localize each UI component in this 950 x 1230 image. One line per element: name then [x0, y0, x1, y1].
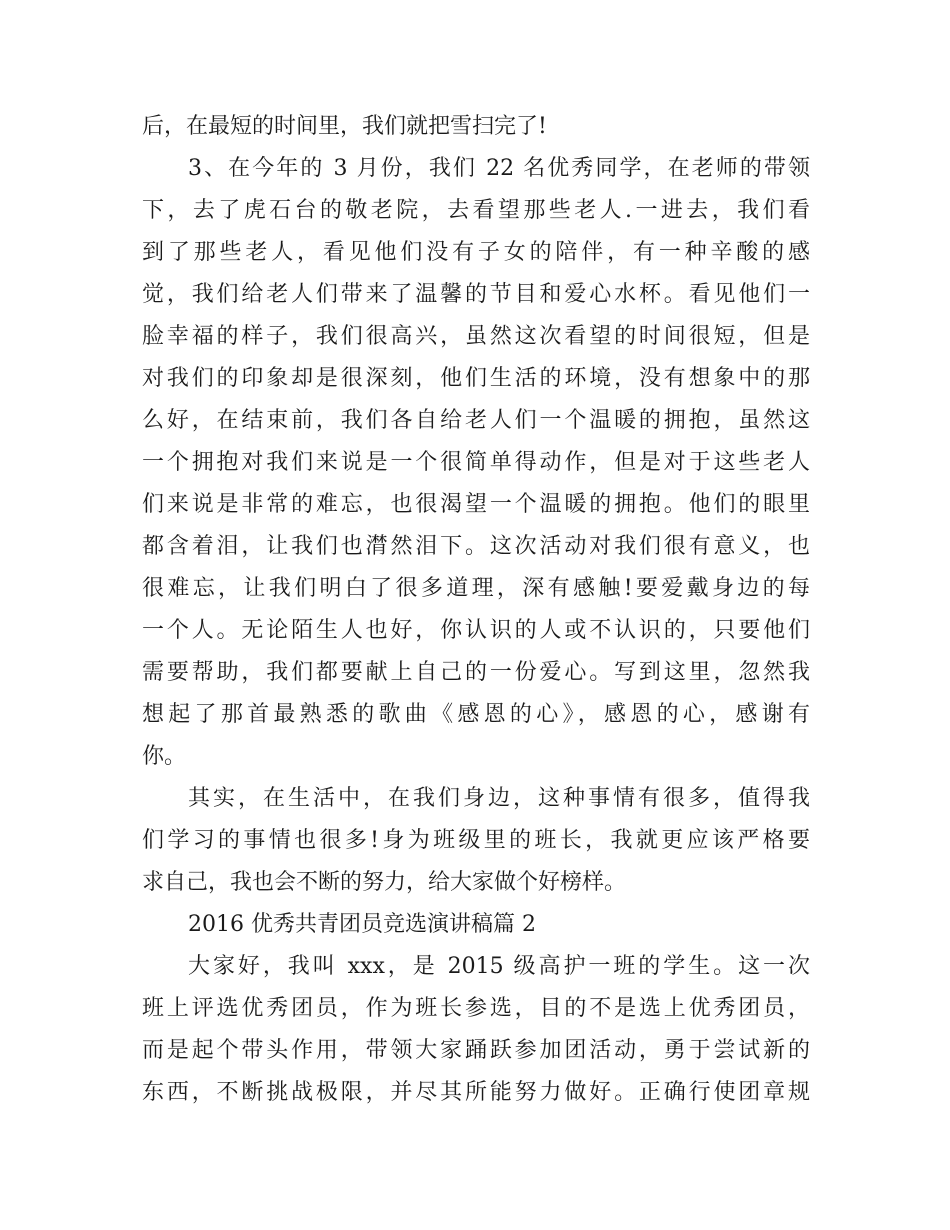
- text-line: 想起了那首最熟悉的歌曲《感恩的心》，感恩的心，感谢有: [142, 702, 810, 727]
- section-heading: 2016 优秀共青团员竞选演讲稿篇 2: [188, 912, 536, 937]
- text-line: 其实，在生活中，在我们身边，这种事情有很多，值得我: [188, 786, 810, 811]
- text-line: 而是起个带头作用，带领大家踊跃参加团活动，勇于尝试新的: [142, 1038, 810, 1063]
- text-line: 3、在今年的 3 月份，我们 22 名优秀同学，在老师的带领: [188, 156, 810, 181]
- text-line: 需要帮助，我们都要献上自己的一份爱心。写到这里，忽然我: [142, 660, 810, 685]
- document-body: [142, 106, 810, 1114]
- text-line: 下，去了虎石台的敬老院，去看望那些老人.一进去，我们看: [142, 198, 810, 223]
- text-line: 你。: [142, 744, 187, 769]
- text-line: 一个拥抱对我们来说是一个很简单得动作，但是对于这些老人: [142, 450, 810, 475]
- text-line: 觉，我们给老人们带来了温馨的节目和爱心水杯。看见他们一: [142, 282, 810, 307]
- text-line: 对我们的印象却是很深刻，他们生活的环境，没有想象中的那: [142, 366, 810, 391]
- text-line: 们来说是非常的难忘，也很渴望一个温暖的拥抱。他们的眼里: [142, 492, 810, 517]
- text-line: 们学习的事情也很多!身为班级里的班长，我就更应该严格要: [142, 828, 810, 853]
- text-line: 都含着泪，让我们也潸然泪下。这次活动对我们很有意义，也: [142, 534, 810, 559]
- text-line: 后，在最短的时间里，我们就把雪扫完了!: [142, 114, 547, 139]
- text-line: 脸幸福的样子，我们很高兴，虽然这次看望的时间很短，但是: [142, 324, 810, 349]
- text-line: 很难忘，让我们明白了很多道理，深有感触!要爱戴身边的每: [142, 576, 810, 601]
- text-line: 到了那些老人，看见他们没有子女的陪伴，有一种辛酸的感: [142, 240, 810, 265]
- text-line: 大家好，我叫 xxx，是 2015 级高护一班的学生。这一次: [188, 954, 810, 979]
- text-line: 么好，在结束前，我们各自给老人们一个温暖的拥抱，虽然这: [142, 408, 810, 433]
- text-line: 求自己，我也会不断的努力，给大家做个好榜样。: [142, 870, 627, 895]
- text-line: 班上评选优秀团员，作为班长参选，目的不是选上优秀团员，: [142, 996, 810, 1021]
- text-line: 一个人。无论陌生人也好，你认识的人或不认识的，只要他们: [142, 618, 810, 643]
- text-line: 东西，不断挑战极限，并尽其所能努力做好。正确行使团章规: [142, 1080, 810, 1105]
